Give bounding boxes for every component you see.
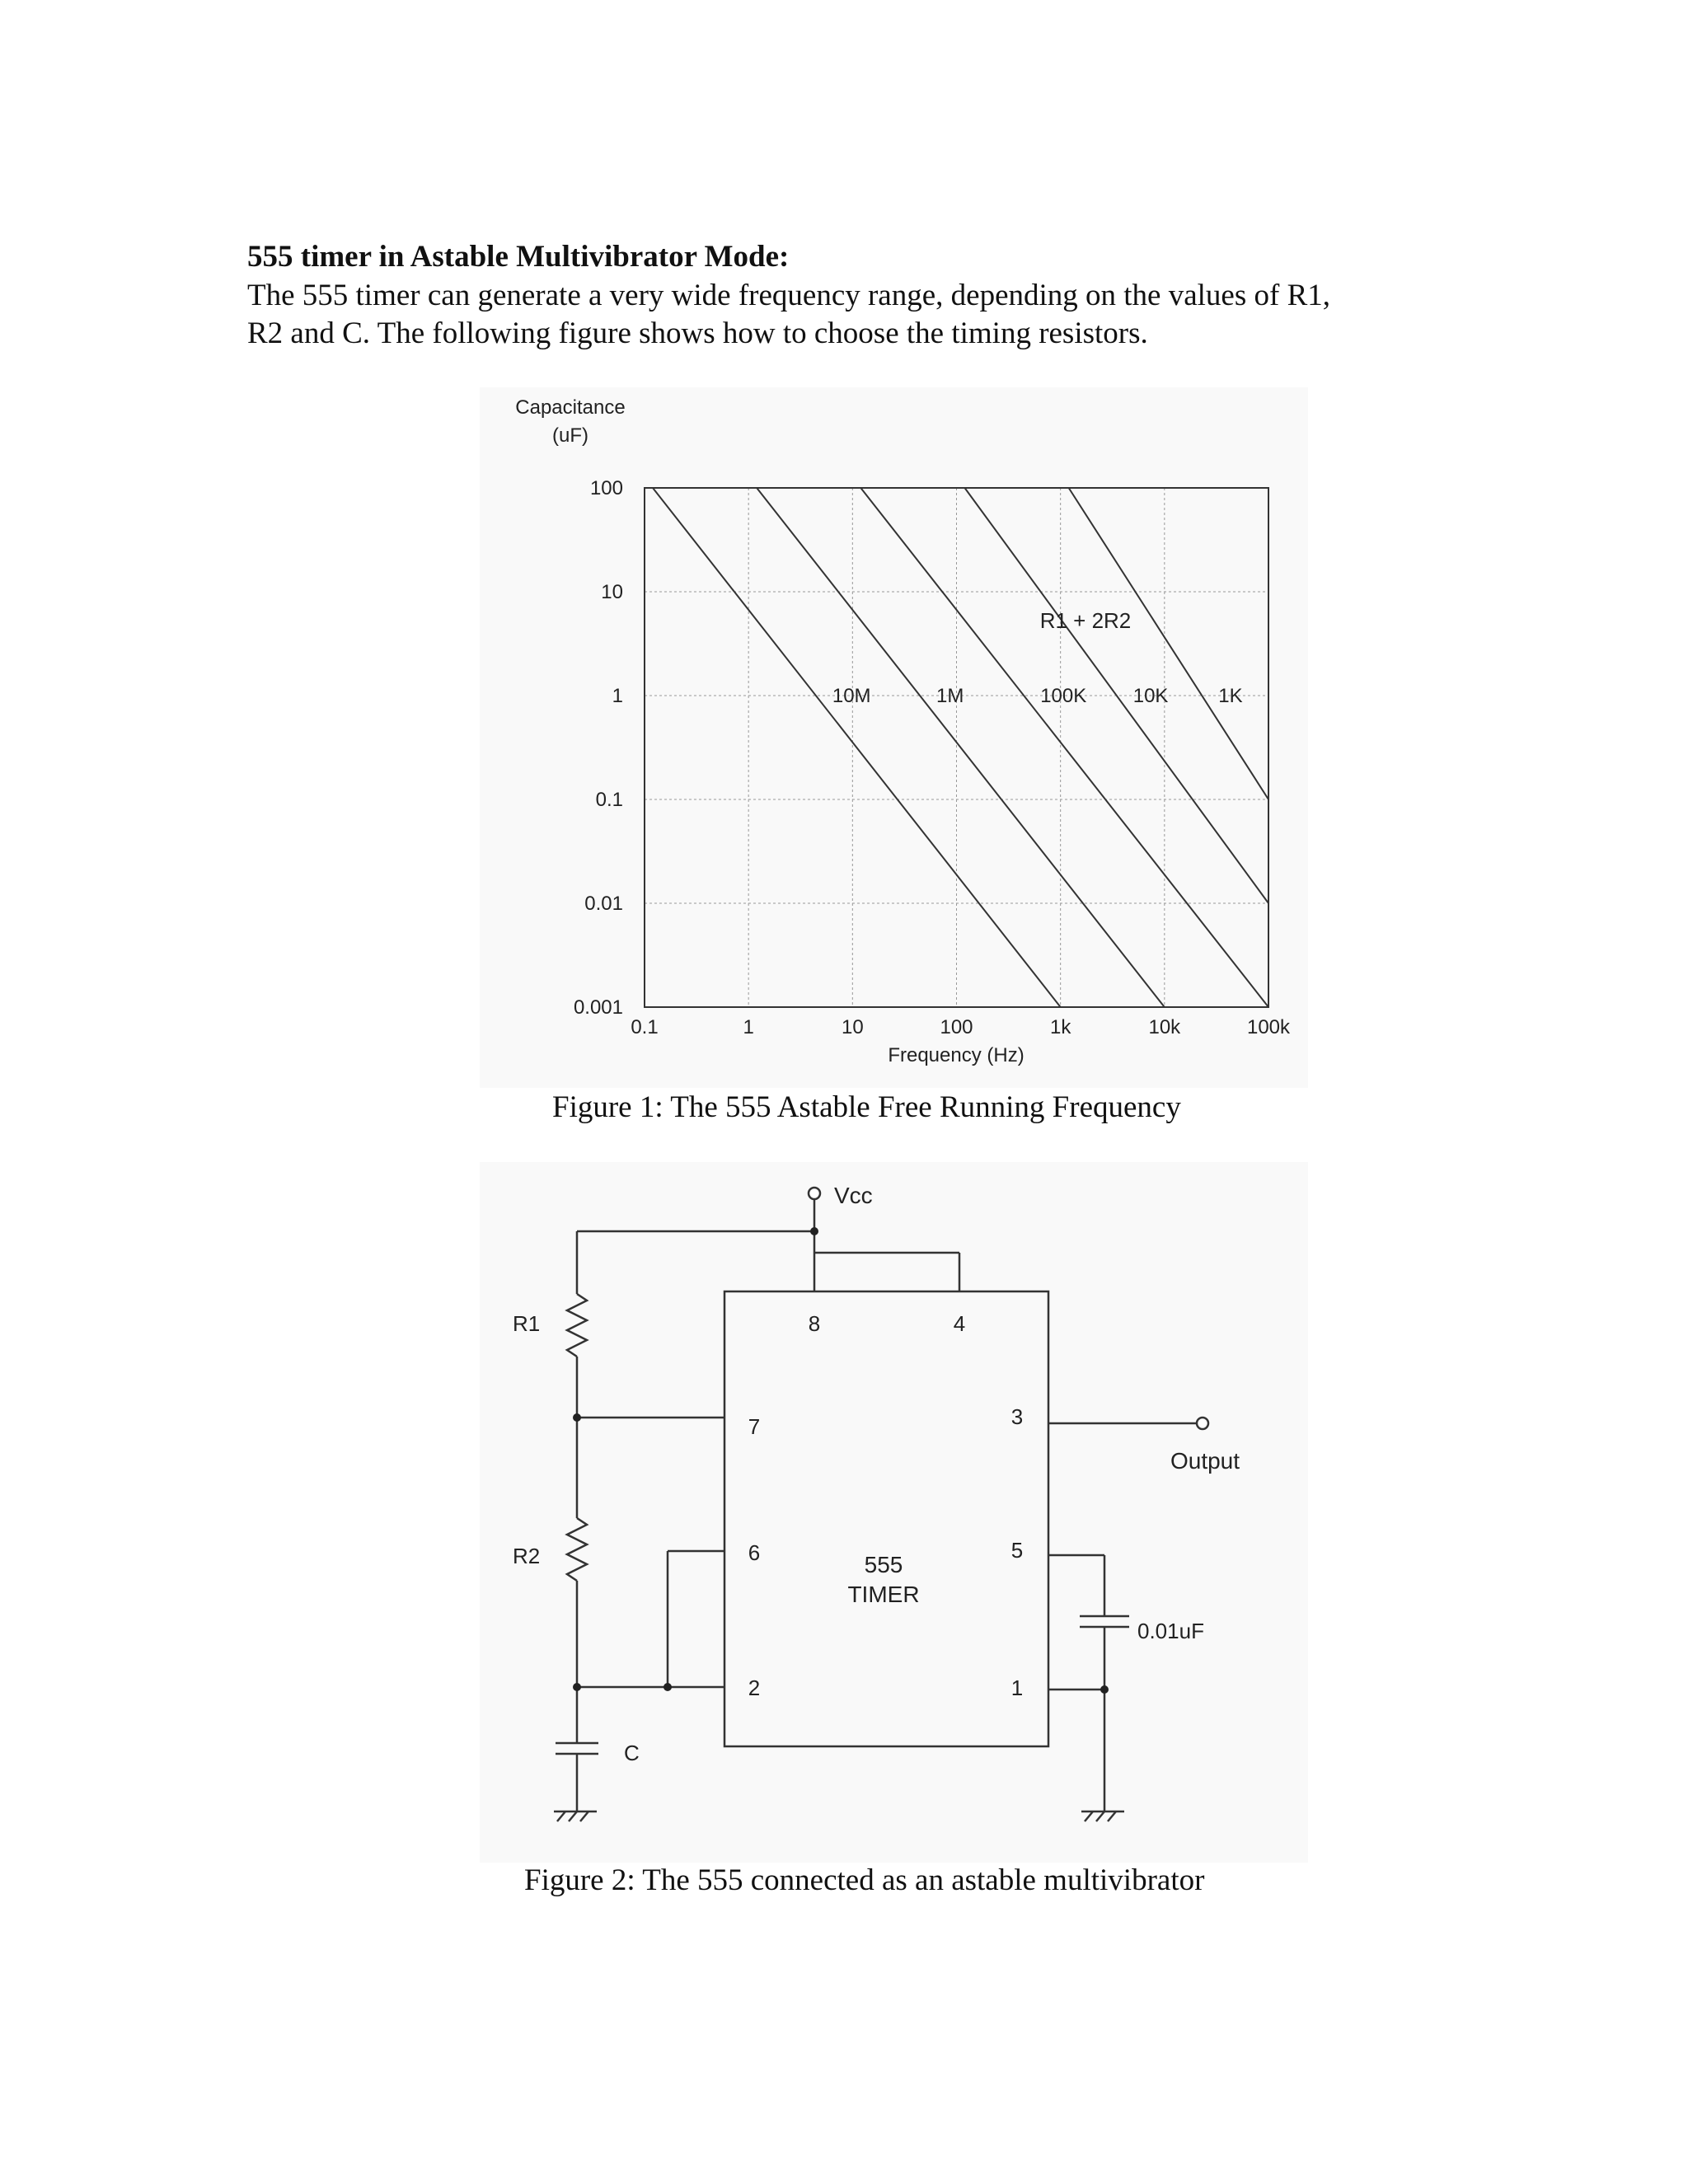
chip-label-line2: TIMER	[847, 1582, 920, 1607]
vcc-label: Vcc	[834, 1183, 873, 1208]
chip-label-line1: 555	[864, 1552, 903, 1577]
chart-grid	[645, 488, 1268, 1007]
chart-annotation: R1 + 2R2	[1039, 608, 1132, 633]
series-line-1k	[1069, 488, 1268, 799]
y-axis-label-line1: Capacitance	[515, 396, 626, 419]
timer-chip	[724, 1291, 1048, 1746]
junction-dot	[573, 1683, 581, 1691]
x-tick-label: 100k	[1246, 1016, 1291, 1038]
y-tick-label: 0.01	[584, 893, 623, 915]
y-tick-label: 100	[589, 477, 623, 499]
astable-schematic	[480, 1162, 1308, 1863]
ground-left-hatch	[580, 1811, 588, 1821]
paragraph-line: R2 and C. The following figure shows how to choose the timing resistors.	[247, 316, 1148, 350]
junction-dot	[573, 1413, 581, 1422]
junction-dot	[663, 1683, 672, 1691]
series-label-10m: 10M	[832, 685, 871, 707]
x-tick-label: 0.1	[631, 1016, 659, 1038]
series-label-1m: 1M	[936, 685, 964, 707]
x-tick-label: 10k	[1148, 1016, 1181, 1038]
series-line-10m	[653, 488, 1061, 1007]
ground-right-hatch	[1085, 1811, 1093, 1821]
output-terminal	[1197, 1418, 1208, 1429]
r2-label: R2	[513, 1544, 541, 1568]
output-label: Output	[1170, 1448, 1240, 1474]
chart-series	[653, 488, 1268, 1007]
x-tick-label: 1k	[1049, 1016, 1071, 1038]
series-label-1k: 1K	[1218, 685, 1243, 707]
series-label-100k: 100K	[1040, 685, 1087, 707]
pin-2-label: 2	[748, 1675, 761, 1700]
section-heading: 555 timer in Astable Multivibrator Mode:	[247, 240, 790, 274]
ground-right-hatch	[1108, 1811, 1116, 1821]
pin-8-label: 8	[808, 1311, 821, 1336]
y-tick-label: 0.1	[595, 789, 623, 811]
r1-label: R1	[513, 1311, 541, 1336]
pin-4-label: 4	[953, 1311, 966, 1336]
y-tick-label: 1	[612, 685, 623, 707]
y-tick-label: 10	[601, 581, 623, 603]
junction-dot	[1100, 1685, 1109, 1694]
pin-3-label: 3	[1010, 1404, 1024, 1429]
pin-5-label: 5	[1010, 1538, 1024, 1563]
series-label-10k: 10K	[1132, 685, 1169, 707]
r2-resistor	[567, 1518, 587, 1581]
x-tick-label: 10	[841, 1016, 864, 1038]
vcc-terminal	[809, 1188, 820, 1199]
figure-1-caption: Figure 1: The 555 Astable Free Running Frequency	[552, 1090, 1181, 1124]
chart-ticks	[574, 477, 1291, 1038]
pin-6-label: 6	[748, 1540, 761, 1565]
figure-2-caption: Figure 2: The 555 connected as an astable multivibrator	[524, 1863, 1205, 1897]
cap-value-label: 0.01uF	[1137, 1619, 1204, 1643]
r1-resistor	[567, 1294, 587, 1357]
x-tick-label: 1	[743, 1016, 754, 1038]
y-axis-label-line2: (uF)	[552, 424, 588, 447]
series-line-1m	[757, 488, 1165, 1007]
x-tick-label: 100	[940, 1016, 973, 1038]
x-axis-label: Frequency (Hz)	[888, 1044, 1025, 1066]
junction-dot	[810, 1227, 818, 1235]
frequency-chart	[480, 387, 1308, 1088]
ground-left-hatch	[569, 1811, 577, 1821]
c-label: C	[624, 1741, 640, 1765]
series-line-100k	[860, 488, 1268, 1007]
pin-1-label: 1	[1010, 1675, 1024, 1700]
figure-2	[480, 1162, 1308, 1863]
pin-7-label: 7	[748, 1414, 761, 1439]
y-tick-label: 0.001	[573, 996, 623, 1019]
figure-1	[480, 387, 1308, 1088]
paragraph-line: The 555 timer can generate a very wide frequency range, depending on the values of R1,	[247, 279, 1331, 312]
ground-right-hatch	[1096, 1811, 1104, 1821]
intro-paragraph	[247, 277, 1467, 353]
ground-left-hatch	[557, 1811, 565, 1821]
